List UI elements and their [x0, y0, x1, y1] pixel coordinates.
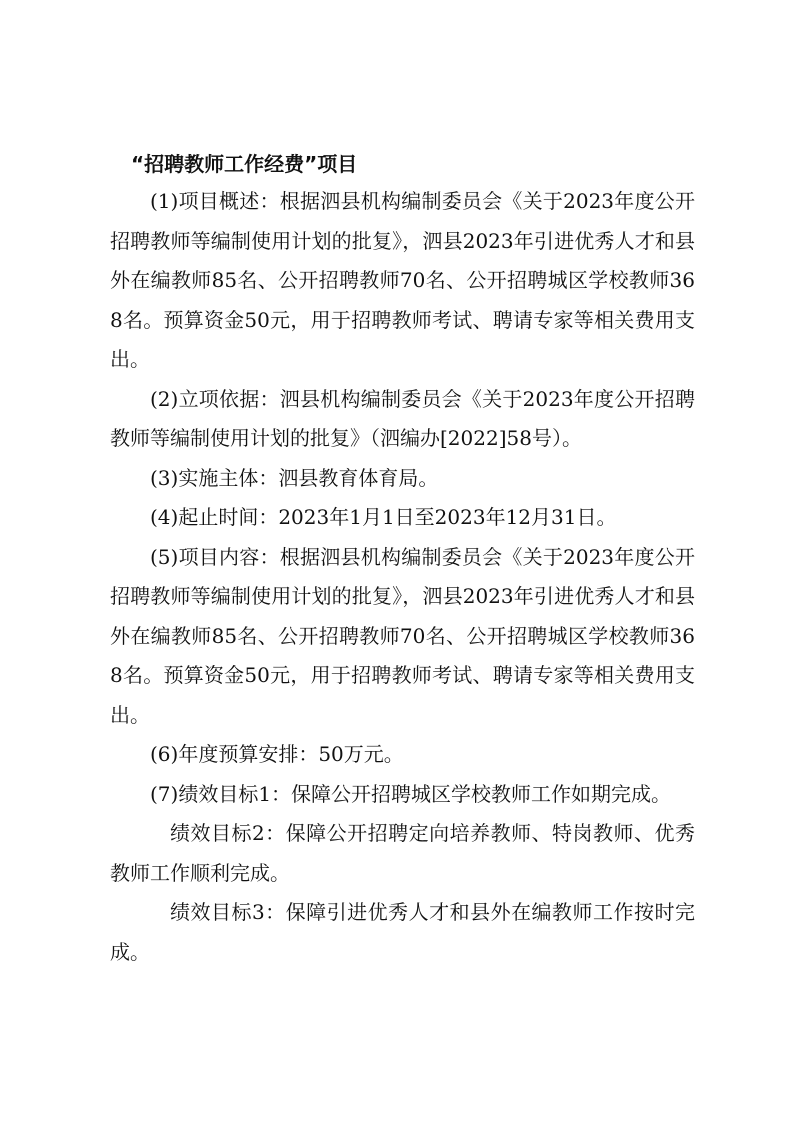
paragraph-time-period: (4)起止时间：2023年1月1日至2023年12月31日。 [150, 505, 617, 529]
paragraph-project-content: (5)项目内容：根据泗县机构编制委员会《关于2023年度公开招聘教师等编制使用计划的批复》，泗县2023年引进优秀人才和县外在编教师85名、公开招聘教师70名、公开招聘城区学校教师368名。预算资金50元，用于招聘教师考试、聘请专家等相关费用支出。 [110, 544, 695, 727]
paragraph-performance-goal-2: 绩效目标2：保障公开招聘定向培养教师、特岗教师、优秀教师工作顺利完成。 [110, 821, 695, 885]
paragraph-performance-goal-3: 绩效目标3：保障引进优秀人才和县外在编教师工作按时完成。 [110, 900, 695, 964]
paragraph-project-overview: (1)项目概述：根据泗县机构编制委员会《关于2023年度公开招聘教师等编制使用计划的批复》，泗县2023年引进优秀人才和县外在编教师85名、公开招聘教师70名、公开招聘城区学校教师368名。预算资金50元，用于招聘教师考试、聘请专家等相关费用支出。 [110, 189, 695, 371]
document-body [110, 182, 695, 972]
paragraph-performance-goal-1: (7)绩效目标1：保障公开招聘城区学校教师工作如期完成。 [150, 781, 672, 806]
paragraph-annual-budget: (6)年度预算安排：50万元。 [150, 742, 404, 766]
document-title: “招聘教师工作经费”项目 [131, 152, 358, 176]
paragraph-implementing-body: (3)实施主体：泗县教育体育局。 [150, 465, 439, 490]
paragraph-project-basis: (2)立项依据：泗县机构编制委员会《关于2023年度公开招聘教师等编制使用计划的批复》（泗编办[2022]58号）。 [110, 386, 695, 450]
